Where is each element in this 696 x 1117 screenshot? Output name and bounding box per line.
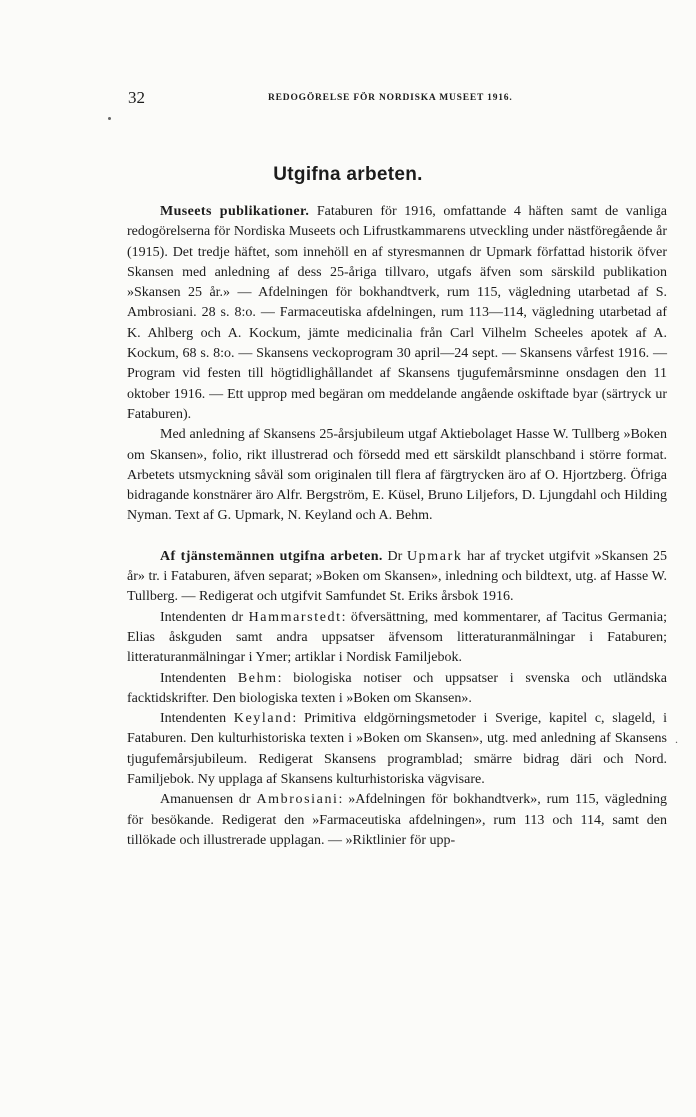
- ink-speck: [108, 117, 111, 120]
- section-title: Utgifna arbeten.: [273, 164, 423, 185]
- paragraph-lead: Af tjänstemännen utgifna arbeten.: [160, 548, 383, 564]
- paragraph-text: har af trycket utgifvit »Skansen 25 år» tr. i Fataburen, äfven separat; »Boken om Skansen», inledning och bildtext, utg. af Hasse W. Tullberg. — Redigerat och utgifvit Samfundet St. Eriks årsbok 1916.: [127, 548, 667, 605]
- page-header: [128, 88, 668, 112]
- author-name: Behm: [237, 670, 278, 686]
- paragraph-keyland: Intendenten Keyland: Primitiva eldgörningsmetoder i Sverige, kapitel c, slageld, i Fataburen. Den kulturhistoriska texten i »Boken om Skansen», utg. med anledning af Skansens tjugufemårsjubileum. Redigerat Skansens programblad; smärre bidrag däri och Nord. Familjebok. Ny upplaga af Skansens kulturhistoriska vägvisare.: [127, 711, 667, 788]
- paragraph-text: : öfversättning, med kommentarer, af Tacitus Germania; Elias åskguden samt andra uppsatser äfvensom litteraturanmälningar i Fataburen; litteraturanmälningar i Ymer; artiklar i Nordisk Familjebok.: [127, 609, 668, 666]
- page-number: 32: [128, 88, 145, 107]
- paragraph-behm: Intendenten Behm: biologiska notiser och uppsatser i svenska och utländska facktidskrifter. Den biologiska texten i »Boken om Skansen».: [127, 670, 667, 706]
- paragraph-publications: [127, 202, 667, 425]
- margin-mark: .: [675, 732, 678, 746]
- author-name: Hammarstedt: [248, 609, 342, 625]
- paragraph-staff-works: Af tjänstemännen utgifna arbeten. Dr Upmark har af trycket utgifvit »Skansen 25 år» tr. i Fataburen, äfven separat; »Boken om Skansen», inledning och bildtext, utg. af Hasse W. Tullberg. — Redigerat och utgifvit Samfundet St. Eriks årsbok 1916.: [127, 548, 667, 605]
- paragraph-ambrosiani: Amanuensen dr Ambrosiani: »Afdelningen för bokhandtverk», rum 115, vägledning för besökande. Redigerat den »Farmaceutiska afdelningen», rum 113 och 114, samt den tillökade och illustrerade upplagan. — »Riktlinier för upp-: [127, 792, 667, 848]
- running-head: REDOGÖRELSE FÖR NORDISKA MUSEET 1916.: [268, 93, 513, 103]
- paragraph-jubilee-book: Med anledning af Skansens 25-årsjubileum utgaf Aktiebolaget Hasse W. Tullberg »Boken om Skansen», folio, rikt illustrerad och försedd med ett särskildt planschband i större format. Arbetets utsmyckning såväl som originalen till flera af färgtrycken äro af O. Hjortzberg. Öfriga bidragande konstnärer äro Alfr. Bergström, E. Küsel, Bruno Liljefors, D. Ljungdahl och Hilding Nyman. Text af G. Upmark, N. Keyland och A. Behm.: [127, 427, 667, 524]
- author-name: Ambrosiani: [256, 792, 339, 808]
- paragraph-text: : »Afdelningen för bokhandtverk», rum 115, vägledning för besökande. Redigerat den »Farmaceutiska afdelningen», rum 113 och 114, samt den tillökade och illustrerade upplagan. — »Riktlinier för upp-: [127, 792, 667, 848]
- paragraph-hammarstedt: Intendenten dr Hammarstedt: öfversättning, med kommentarer, af Tacitus Germania; Elias åskguden samt andra uppsatser äfvensom litteraturanmälningar i Fataburen; litteraturanmälningar i Ymer; artiklar i Nordisk Familjebok.: [127, 609, 668, 666]
- author-name: Upmark: [406, 548, 463, 564]
- paragraph-text: : Primitiva eldgörningsmetoder i Sverige, kapitel c, slageld, i Fataburen. Den kulturhistoriska texten i »Boken om Skansen», utg. med anledning af Skansens tjugufemårsjubileum. Redigerat Skansens programblad; smärre bidrag däri och Nord. Familjebok. Ny upplaga af Skansens kulturhistoriska vägvisare.: [127, 711, 667, 788]
- paragraph-text: : biologiska notiser och uppsatser i svenska och utländska facktidskrifter. Den biologiska texten i »Boken om Skansen».: [127, 670, 667, 706]
- paragraph-text: Fataburen för 1916, omfattande 4 häften samt de vanliga redogörelserna för Nordiska Museets och Lifrustkammarens utveckling under nästföregående år (1915). Det tredje häftet, som innehöll en af styresmannen dr Upmark författad historik öfver Skansen med anledning af dess 25-åriga tillvaro, utgafs äfven som särskild publikation »Skansen 25 år.» — Afdelningen för bokhandtverk, rum 115, vägledning utarbetad af S. Ambrosiani. 28 s. 8:o. — Farmaceutiska afdelningen, rum 113—114, vägledning utarbetad af K. Ahlberg och A. Kockum, jämte medicinalia från Carl Vilhelm Scheeles apotek af A. Kockum, 68 s. 8:o. — Skansens veckoprogram 30 april—24 sept. — Skansens vårfest 1916. — Program vid festen till högtidlighållandet af Skansens tjugufemårsminne onsdagen den 11 oktober 1916. — Ett upprop med begäran om meddelande angående oskiftade byar (särtryck ur Fataburen).: [127, 204, 667, 422]
- author-name: Keyland: [233, 711, 293, 727]
- body-text: [127, 202, 667, 851]
- paragraph-lead: Museets publikationer.: [160, 204, 310, 219]
